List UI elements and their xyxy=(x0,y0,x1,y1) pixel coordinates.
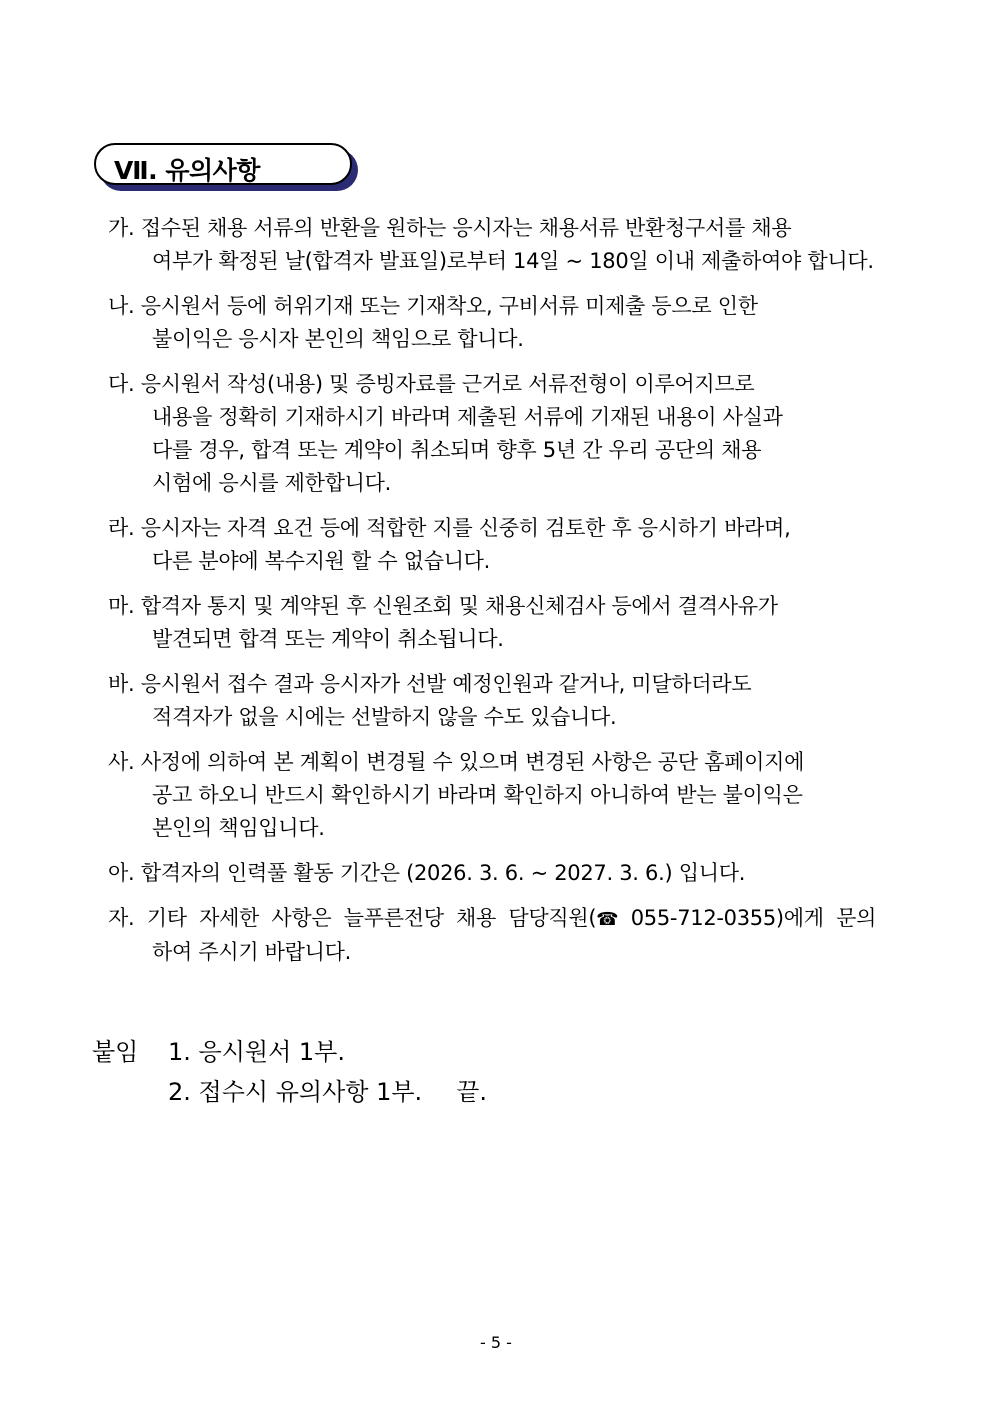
item-line: 하여 주시기 바랍니다. xyxy=(152,940,351,964)
item-line: 사. 사정에 의하여 본 계획이 변경될 수 있으며 변경된 사항은 공단 홈페이지에 xyxy=(108,750,805,774)
item-line: 내용을 정확히 기재하시기 바라며 제출된 서류에 기재된 내용이 사실과 xyxy=(152,405,783,429)
item-line: 본인의 책임입니다. xyxy=(152,816,325,840)
item-line: 시험에 응시를 제한합니다. xyxy=(152,471,391,495)
attachment-label: 붙임 xyxy=(92,1038,139,1066)
list-item xyxy=(108,368,908,500)
item-line: 불이익은 응시자 본인의 책임으로 합니다. xyxy=(152,327,524,351)
item-line: 나. 응시원서 등에 허위기재 또는 기재착오, 구비서류 미제출 등으로 인한 xyxy=(108,294,758,318)
phone-number: 055-712-0355)에게 문의 xyxy=(618,906,877,930)
item-line xyxy=(108,902,908,936)
item-line: 적격자가 없을 시에는 선발하지 않을 수도 있습니다. xyxy=(152,705,617,729)
list-item xyxy=(108,902,908,969)
item-line: 바. 응시원서 접수 결과 응시자가 선발 예정인원과 같거나, 미달하더라도 xyxy=(108,672,752,696)
item-line: 여부가 확정된 날(합격자 발표일)로부터 14일 ~ 180일 이내 제출하여야 합니다. xyxy=(152,249,874,273)
list-item xyxy=(108,512,908,578)
item-line: 발견되면 합격 또는 계약이 취소됩니다. xyxy=(152,627,504,651)
notice-list xyxy=(108,212,908,981)
list-item xyxy=(108,290,908,356)
section-title: Ⅶ. 유의사항 xyxy=(114,156,260,185)
contact-text: 자. 기타 자세한 사항은 늘푸른전당 채용 담당직원( xyxy=(108,906,597,930)
item-line: 마. 합격자 통지 및 계약된 후 신원조회 및 채용신체검사 등에서 결격사유가 xyxy=(108,594,778,618)
end-mark: 끝. xyxy=(456,1078,487,1106)
phone-icon: ☎ xyxy=(596,909,619,930)
list-item xyxy=(108,212,908,278)
list-item xyxy=(108,668,908,734)
attachment-item xyxy=(168,1072,487,1112)
item-line: 다. 응시원서 작성(내용) 및 증빙자료를 근거로 서류전형이 이루어지므로 xyxy=(108,372,755,396)
item-line: 다를 경우, 합격 또는 계약이 취소되며 향후 5년 간 우리 공단의 채용 xyxy=(152,438,762,462)
attachment-item: 1. 응시원서 1부. xyxy=(168,1038,345,1066)
item-line: 아. 합격자의 인력풀 활동 기간은 (2026. 3. 6. ~ 2027. 3. 6.) 입니다. xyxy=(108,861,746,885)
list-item xyxy=(108,590,908,656)
section-title-box xyxy=(94,143,352,185)
attachment-item-text: 2. 접수시 유의사항 1부. xyxy=(168,1078,423,1106)
item-line: 가. 접수된 채용 서류의 반환을 원하는 응시자는 채용서류 반환청구서를 채용 xyxy=(108,216,792,240)
item-line: 공고 하오니 반드시 확인하시기 바라며 확인하지 아니하여 받는 불이익은 xyxy=(152,783,803,807)
item-line: 다른 분야에 복수지원 할 수 없습니다. xyxy=(152,549,491,573)
item-line: 라. 응시자는 자격 요건 등에 적합한 지를 신중히 검토한 후 응시하기 바라며, xyxy=(108,516,791,540)
list-item xyxy=(108,857,908,890)
list-item xyxy=(108,746,908,845)
page-number: - 5 - xyxy=(480,1333,512,1352)
